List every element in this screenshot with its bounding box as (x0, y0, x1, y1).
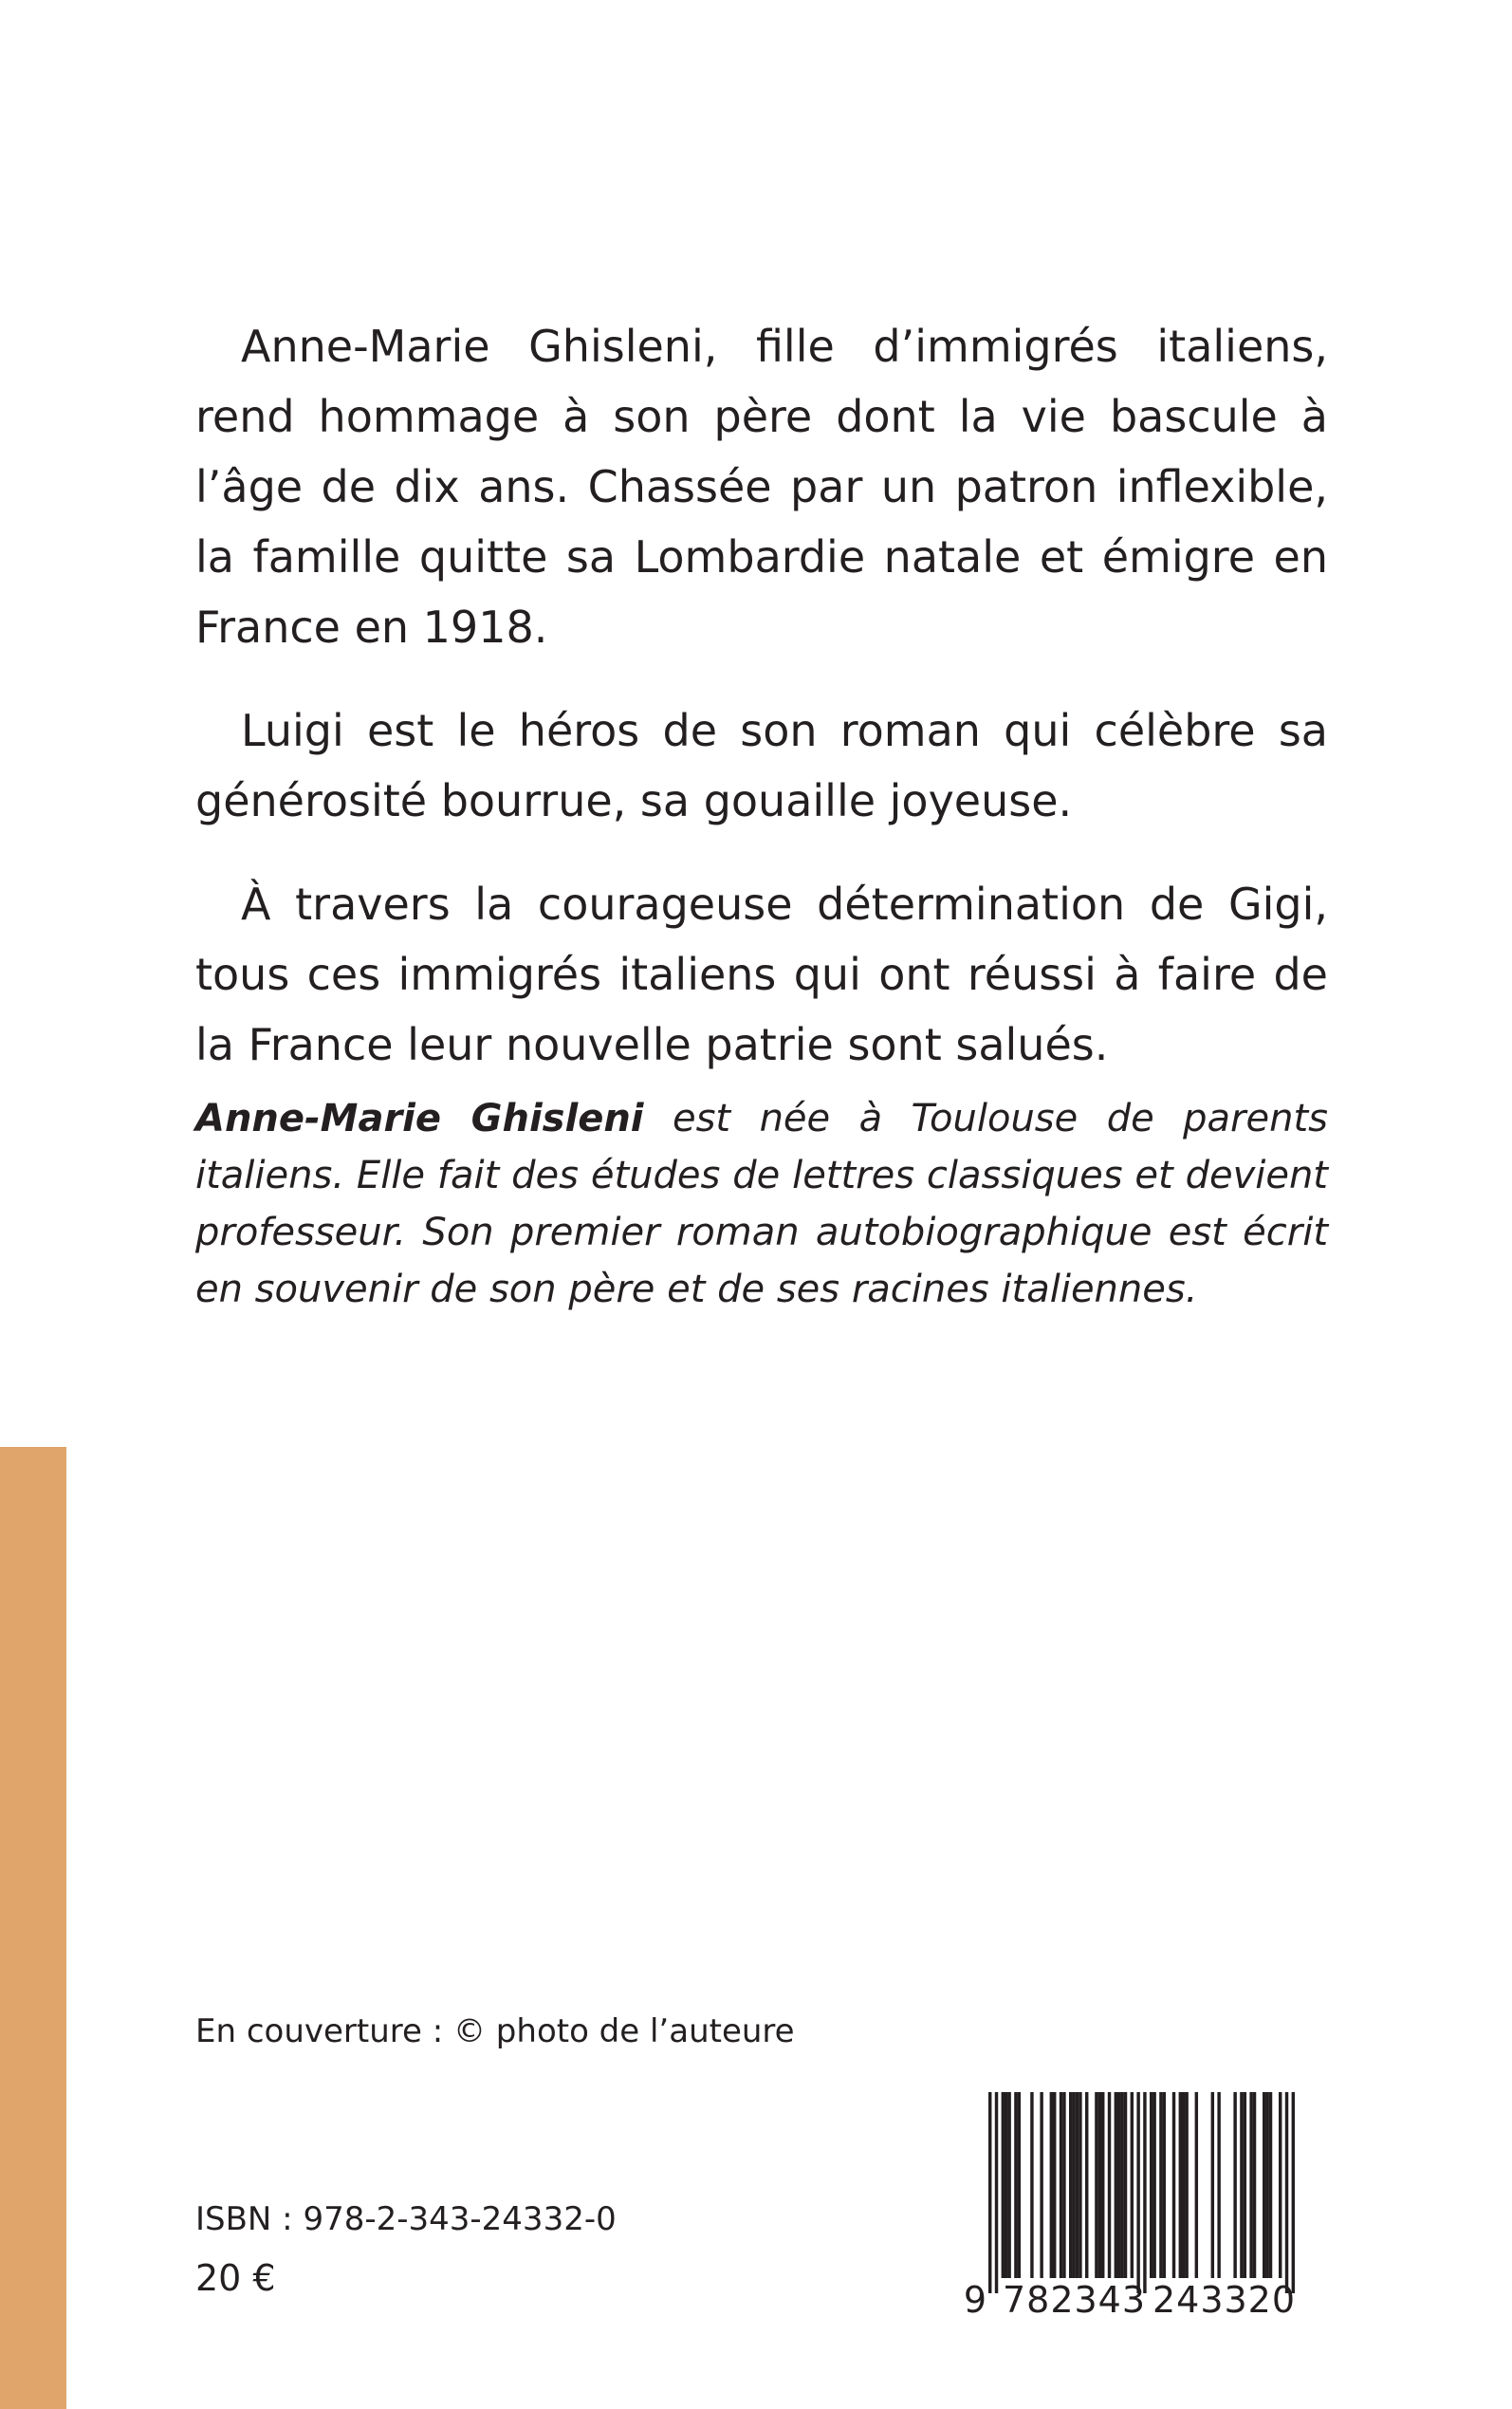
barcode-bar (995, 2092, 998, 2293)
barcode-bar (1163, 2092, 1166, 2278)
barcode-bar (1211, 2092, 1214, 2278)
barcode-bar (1240, 2092, 1243, 2278)
barcode-bar (1117, 2092, 1120, 2278)
barcode-bar (1060, 2092, 1062, 2278)
barcode-bar (1285, 2092, 1288, 2293)
back-cover-blurb (195, 311, 1328, 1113)
author-bio (195, 1090, 1328, 1318)
barcode-bar (1150, 2092, 1152, 2278)
barcode-bar (1279, 2092, 1282, 2278)
barcode-bar (1263, 2092, 1265, 2278)
barcode-bar (1185, 2092, 1188, 2278)
barcode-bar (1292, 2092, 1295, 2293)
barcode-bar (1143, 2092, 1146, 2293)
barcode-bar (1072, 2092, 1075, 2278)
barcode-bar (1098, 2092, 1101, 2278)
cover-credit: En couverture : © photo de l’auteure (195, 2012, 795, 2050)
barcode-bar (1244, 2092, 1246, 2278)
barcode-bar (1124, 2092, 1127, 2278)
barcode-bar (1062, 2092, 1065, 2278)
blurb-paragraph-3: À travers la courageuse détermination de Gigi, tous ces immigrés italiens qui ont réussi à faire de la France leur nouvelle patrie sont salués. (195, 879, 1328, 1070)
barcode-bar (988, 2092, 991, 2293)
barcode-bar (1249, 2092, 1252, 2278)
barcode-bar (1115, 2092, 1117, 2278)
barcode-bar (1269, 2092, 1272, 2278)
barcode-bar (1018, 2092, 1021, 2278)
barcode-bar (1195, 2092, 1198, 2278)
blurb-paragraph-2: Luigi est le héros de son roman qui célèbre sa générosité bourrue, sa gouaille joyeuse. (195, 705, 1328, 826)
barcode-bar (1014, 2092, 1017, 2278)
barcode-bar (1159, 2092, 1162, 2278)
barcode-bar (1079, 2092, 1081, 2278)
price: 20 € (195, 2257, 276, 2299)
barcode-bar (1076, 2092, 1079, 2278)
barcode-graphic (963, 2092, 1313, 2321)
barcode-bar (1069, 2092, 1072, 2278)
barcode-bar (1131, 2092, 1134, 2278)
barcode-bar (1101, 2092, 1104, 2278)
barcode-bar (1053, 2092, 1056, 2278)
accent-strip (0, 1447, 66, 2409)
barcode-bar (1182, 2092, 1185, 2278)
barcode-bar (1265, 2092, 1268, 2278)
author-bio-text: est née à Toulouse de parents italiens. Elle fait des études de lettres classiques et devient professeur. Son premier roman autobiographique est écrit en souvenir de son père et de ses racines italiennes. (195, 1097, 1328, 1311)
barcode-bar (1007, 2092, 1010, 2278)
barcode-bar (1120, 2092, 1123, 2278)
barcode-bar (1253, 2092, 1256, 2278)
barcode-bar (1179, 2092, 1182, 2278)
barcode-bar (1050, 2092, 1053, 2278)
barcode-bar (1136, 2092, 1139, 2293)
barcode-left-digits: 782343 (1003, 2279, 1145, 2321)
barcode (963, 2092, 1313, 2321)
barcode-bar (1152, 2092, 1155, 2278)
barcode-bar (1108, 2092, 1111, 2278)
blurb-paragraph-1: Anne-Marie Ghisleni, fille d’immigrés italiens, rend hommage à son père dont la vie bascule à l’âge de dix ans. Chassée par un patron inflexible, la famille quitte sa Lombardie natale et émigre en France en 1918. (195, 321, 1328, 653)
isbn: ISBN : 978-2-343-24332-0 (195, 2200, 617, 2238)
barcode-first-digit: 9 (963, 2279, 987, 2321)
barcode-bar (1002, 2092, 1005, 2278)
barcode-bar (1040, 2092, 1042, 2278)
barcode-bar (1172, 2092, 1175, 2278)
barcode-bars (988, 2092, 1295, 2293)
barcode-bar (1095, 2092, 1097, 2278)
barcode-bar (1233, 2092, 1236, 2278)
barcode-bar (1005, 2092, 1007, 2278)
barcode-bar (1030, 2092, 1033, 2278)
barcode-bar (1085, 2092, 1088, 2278)
barcode-right-digits: 243320 (1152, 2279, 1295, 2321)
barcode-bar (1217, 2092, 1220, 2278)
author-name: Anne-Marie Ghisleni (195, 1097, 644, 1140)
